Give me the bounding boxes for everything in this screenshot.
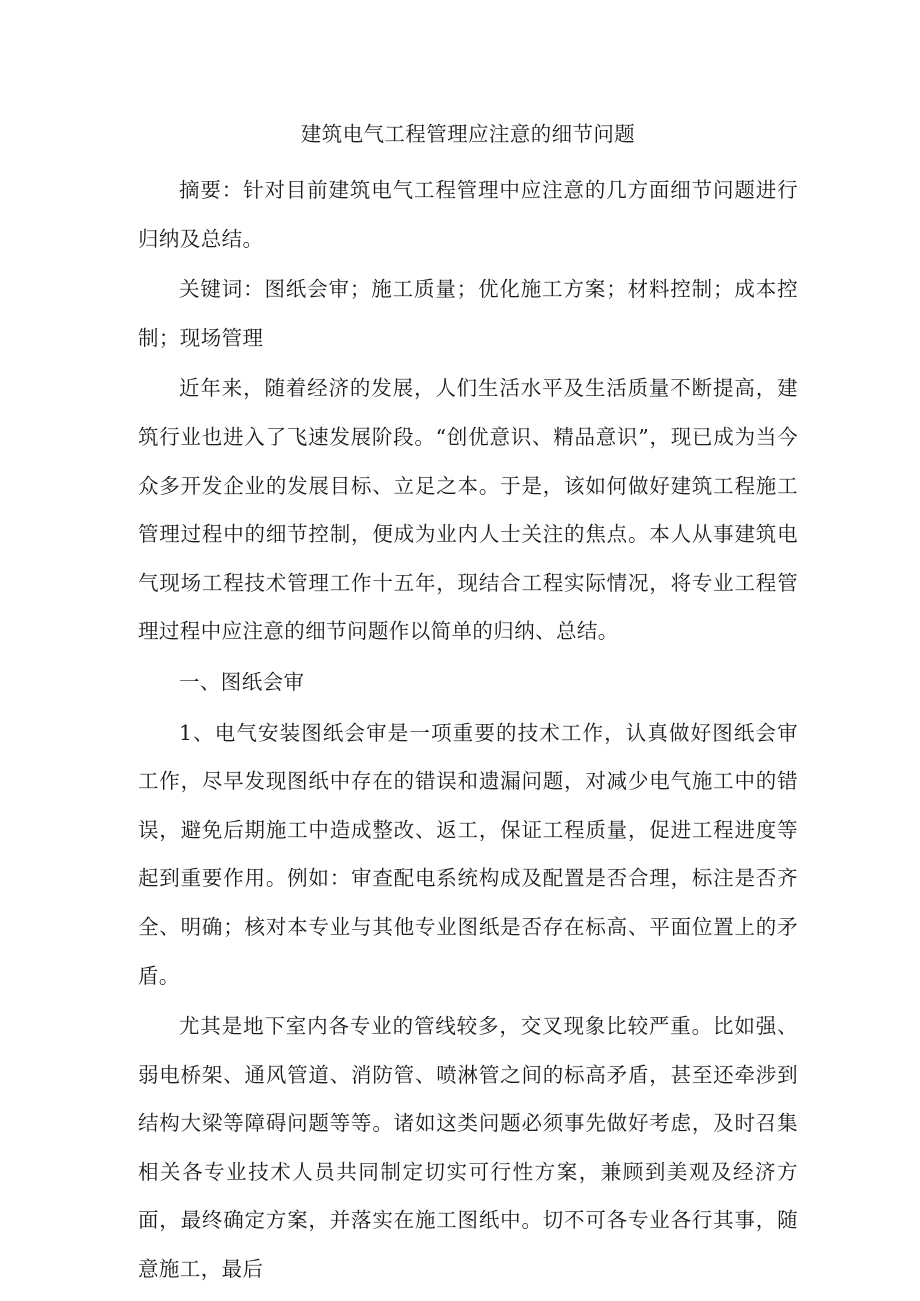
body-paragraph: 尤其是地下室内各专业的管线较多，交叉现象比较严重。比如强、弱电桥架、通风管道、消防管、喷淋管之间的标高矛盾，甚至还牵涉到结构大梁等障碍问题等等。诸如这类问题必须事先做好考虑，及时召集相关各专业技术人员共同制定切实可行性方案，兼顾到美观及经济方面，最终确定方案，并落实在施工图纸中。切不可各专业各行其事，随意施工，最后 xyxy=(138,1014,798,1282)
intro-paragraph: 近年来，随着经济的发展，人们生活水平及生活质量不断提高，建筑行业也进入了飞速发展阶段。“创优意识、精品意识”，现已成为当今众多开发企业的发展目标、立足之本。于是，该如何做好建筑工程施工管理过程中的细节控制，便成为业内人士关注的焦点。本人从事建筑电气现场工程技术管理工作十五年，现结合工程实际情况，将专业工程管理过程中应注意的细节问题作以简单的归纳、总结。 xyxy=(138,376,798,644)
body-paragraph: 1、电气安装图纸会审是一项重要的技术工作，认真做好图纸会审工作，尽早发现图纸中存在的错误和遗漏问题，对减少电气施工中的错误，避免后期施工中造成整改、返工，保证工程质量，促进工程进度等起到重要作用。例如：审查配电系统构成及配置是否合理，标注是否齐全、明确；核对本专业与其他专业图纸是否存在标高、平面位置上的矛盾。 xyxy=(138,720,798,988)
abstract-paragraph: 摘要：针对目前建筑电气工程管理中应注意的几方面细节问题进行归纳及总结。 xyxy=(138,178,798,251)
section-heading: 一、图纸会审 xyxy=(179,669,305,694)
document-title: 建筑电气工程管理应注意的细节问题 xyxy=(300,122,636,146)
document-body xyxy=(138,112,798,1296)
keywords-paragraph: 关键词：图纸会审；施工质量；优化施工方案；材料控制；成本控制；现场管理 xyxy=(138,277,798,350)
